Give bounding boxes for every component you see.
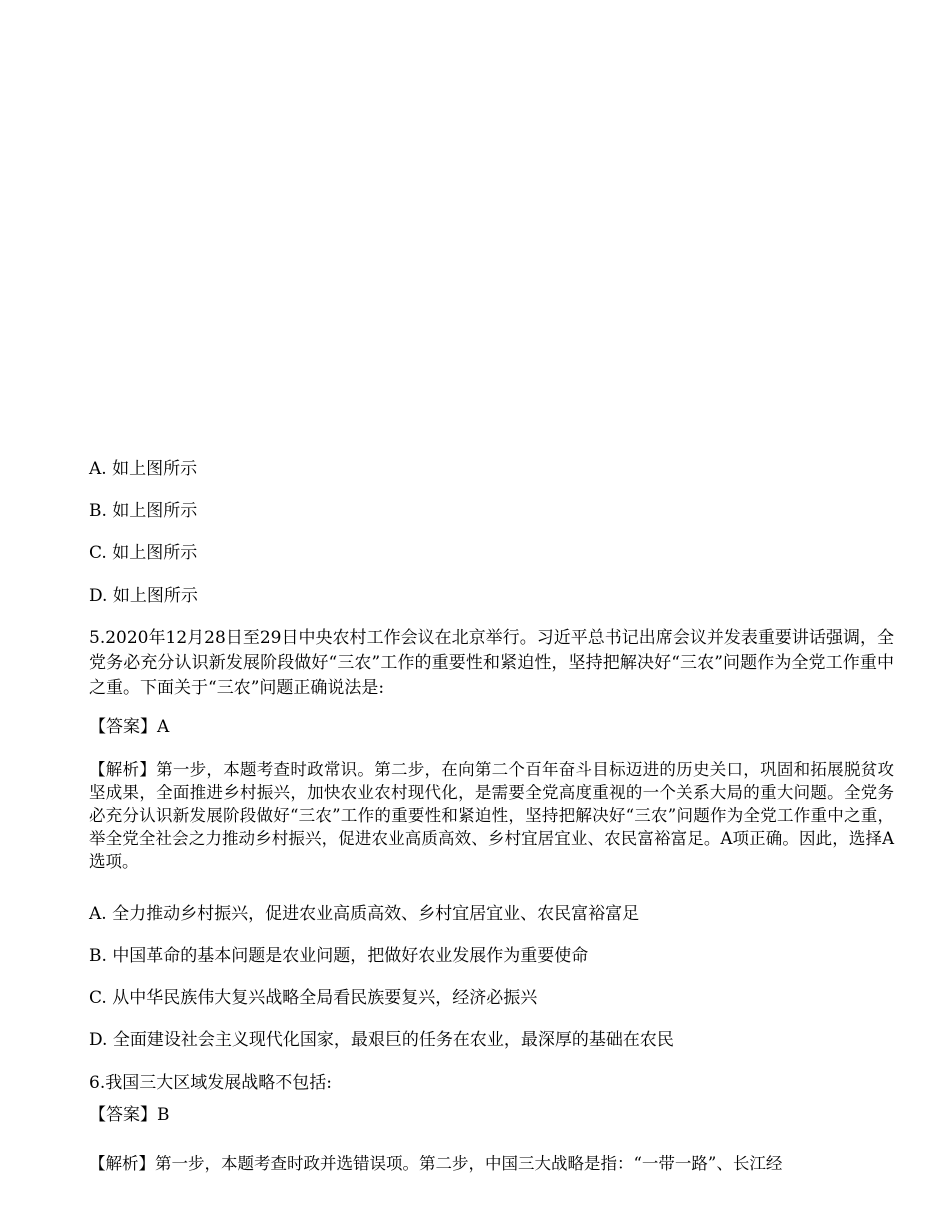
q6-answer: 【答案】B	[89, 1105, 170, 1125]
q5-option-b	[89, 944, 899, 968]
option-letter: A.	[89, 904, 107, 924]
q5-option-c	[89, 986, 899, 1010]
q4-option-c	[89, 541, 899, 565]
option-letter: D.	[89, 586, 108, 606]
option-letter: C.	[89, 988, 107, 1008]
q5-answer: 【答案】A	[89, 717, 170, 737]
q6-question-text: 6.我国三大区域发展战略不包括:	[89, 1073, 332, 1093]
q4-option-a	[89, 457, 899, 481]
option-text: 如上图所示	[112, 586, 198, 606]
option-letter: D.	[89, 1030, 108, 1050]
option-letter: B.	[89, 501, 107, 521]
option-text: 如上图所示	[112, 501, 198, 521]
q5-question-text: 5.2020年12月28日至29日中央农村工作会议在北京举行。习近平总书记出席会议并发表重要讲话强调，全党务必充分认识新发展阶段做好“三农”工作的重要性和紧迫性，坚持把解决好“三农”问题作为全党工作重中之重。下面关于“三农”问题正确说法是:	[89, 628, 894, 698]
option-letter: B.	[89, 946, 107, 966]
option-text: 全面建设社会主义现代化国家，最艰巨的任务在农业，最深厚的基础在农民	[112, 1030, 674, 1050]
q5-option-a	[89, 902, 899, 926]
q6-analysis: 【解析】第一步，本题考查时政并选错误项。第二步，中国三大战略是指：“一带一路”、长江经	[89, 1154, 783, 1173]
option-text: 如上图所示	[112, 459, 198, 479]
option-letter: A.	[89, 459, 107, 479]
option-letter: C.	[89, 543, 107, 563]
option-text: 全力推动乡村振兴，促进农业高质高效、乡村宜居宜业、农民富裕富足	[112, 904, 640, 924]
option-text: 如上图所示	[112, 543, 198, 563]
q4-option-b	[89, 499, 899, 523]
q4-option-d	[89, 584, 899, 608]
option-text: 从中华民族伟大复兴战略全局看民族要复兴，经济必振兴	[112, 988, 538, 1008]
q5-analysis: 【解析】第一步，本题考查时政常识。第二步，在向第二个百年奋斗目标迈进的历史关口，巩固和拓展脱贫攻坚成果，全面推进乡村振兴，加快农业农村现代化，是需要全党高度重视的一个关系大局的重大问题。全党务必充分认识新发展阶段做好“三农”工作的重要性和紧迫性，坚持把解决好“三农”问题作为全党工作重中之重，举全党全社会之力推动乡村振兴，促进农业高质高效、乡村宜居宜业、农民富裕富足。A项正确。因此，选择A选项。	[89, 760, 894, 871]
q5-option-d	[89, 1028, 899, 1052]
option-text: 中国革命的基本问题是农业问题，把做好农业发展作为重要使命	[112, 946, 589, 966]
